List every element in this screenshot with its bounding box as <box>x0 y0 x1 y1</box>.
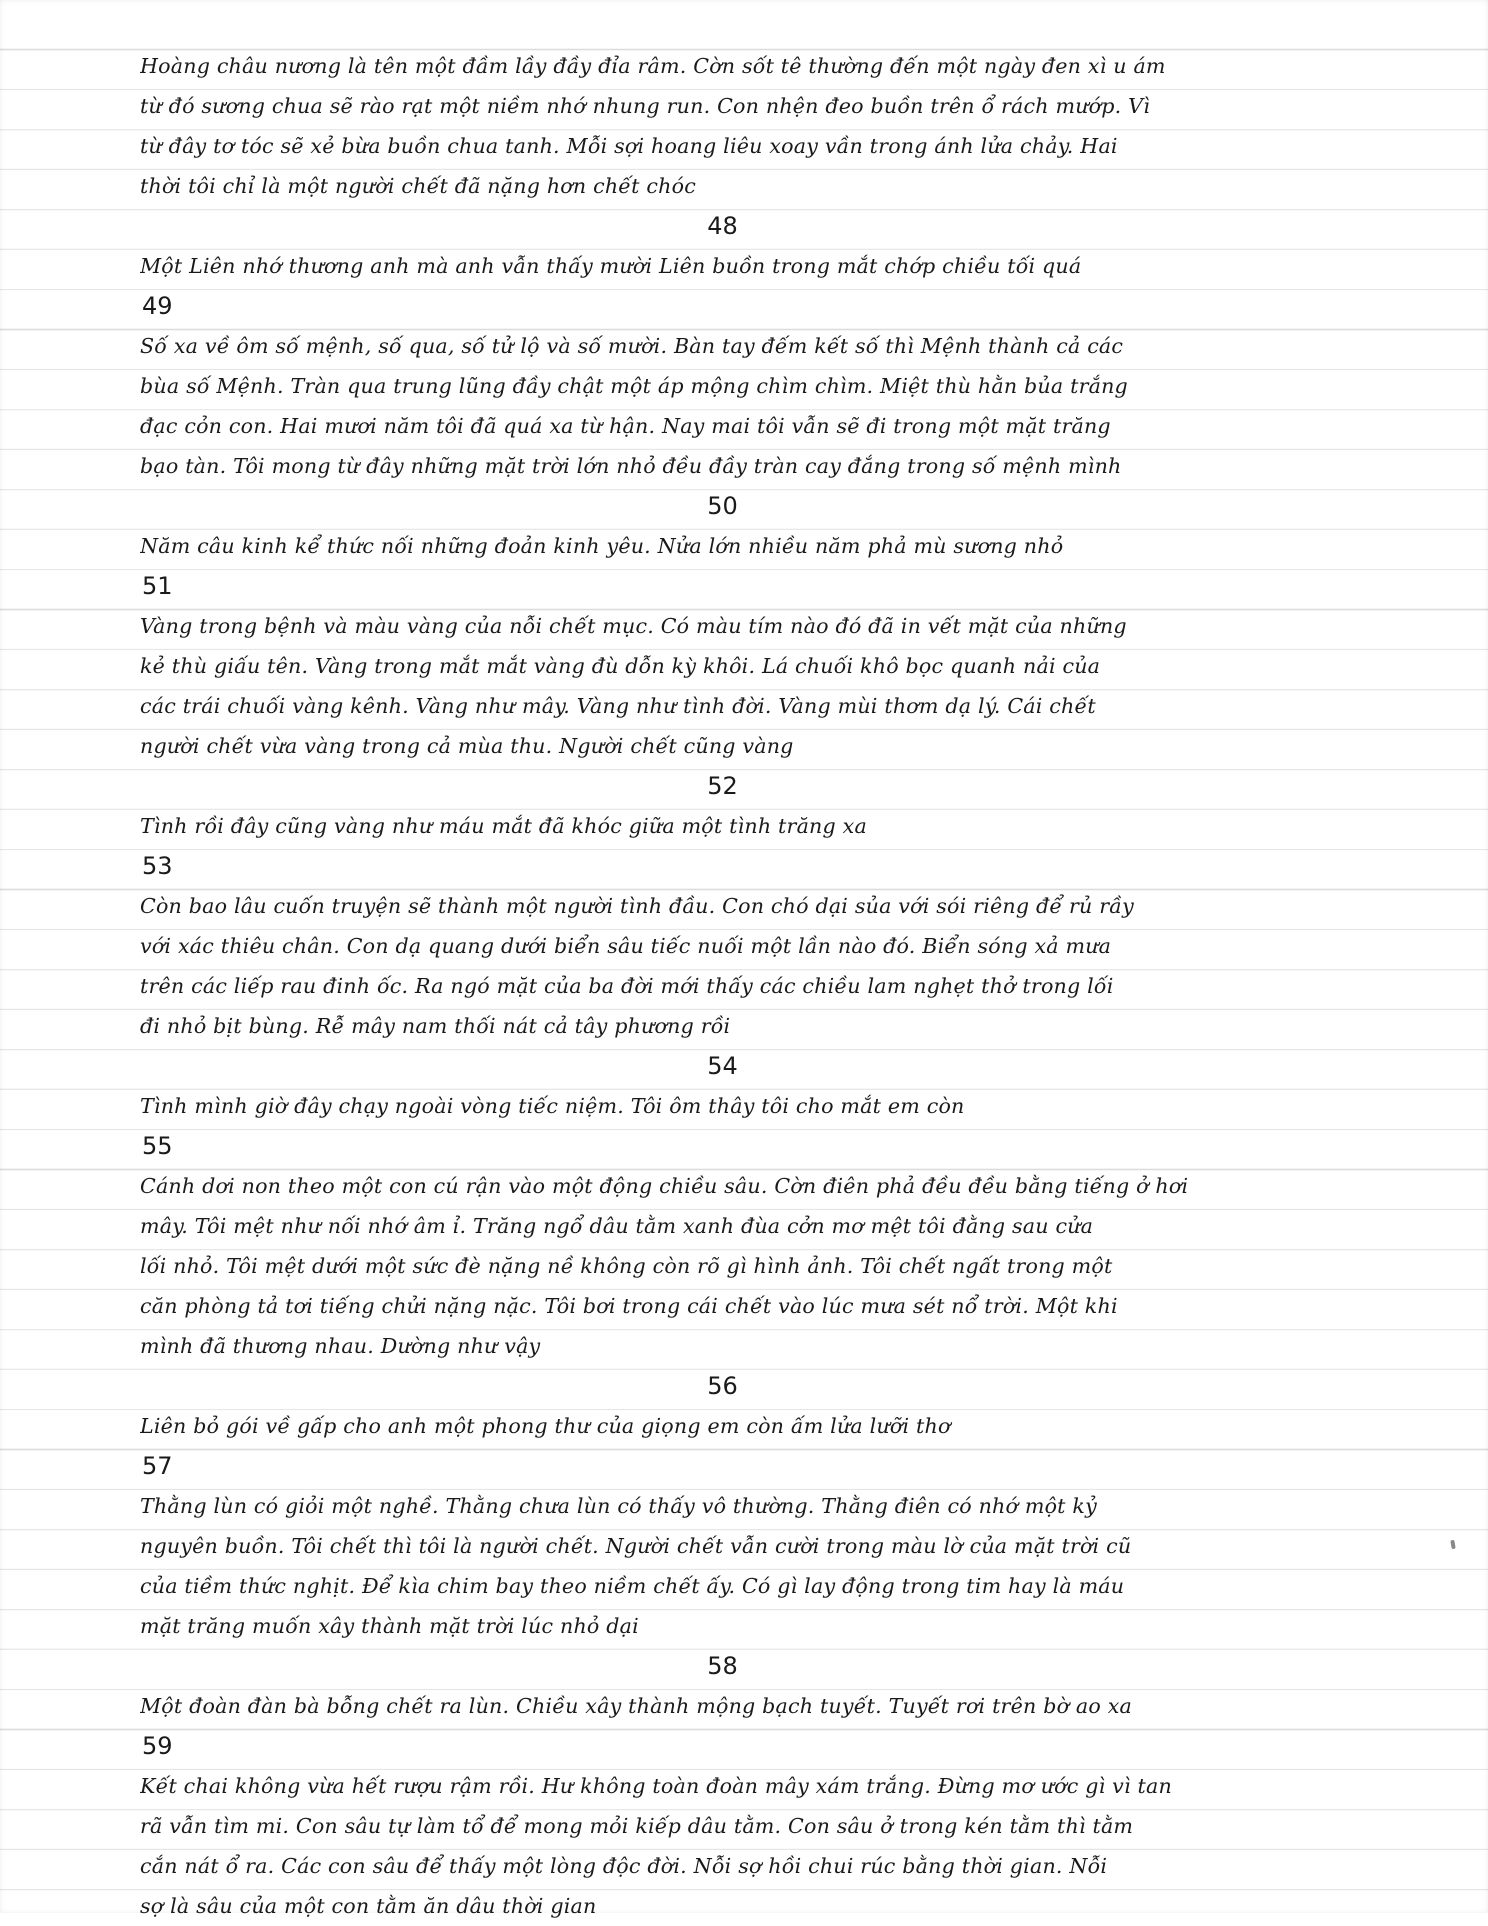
text-line: trên các liếp rau đinh ốc. Ra ngó mặt của ba đời mới thấy các chiều lam nghẹt thở trong lối <box>140 974 1114 998</box>
text-line: lối nhỏ. Tôi mệt dưới một sức đè nặng nề không còn rõ gì hình ảnh. Tôi chết ngất trong một <box>140 1254 1113 1278</box>
text-line: Tình rồi đây cũng vàng như máu mắt đã khóc giữa một tình trăng xa <box>140 814 867 838</box>
text-line: mặt trăng muốn xây thành mặt trời lúc nhỏ dại <box>140 1614 639 1638</box>
text-line: từ đó sương chua sẽ rào rạt một niềm nhớ nhung run. Con nhện đeo buồn trên ổ rách mướp. Vì <box>140 94 1150 118</box>
handwritten-text-body <box>140 46 1345 1926</box>
text-line: Vàng trong bệnh và màu vàng của nỗi chết mục. Có màu tím nào đó đã in vết mặt của những <box>140 614 1127 638</box>
section-number: 54 <box>707 1052 738 1080</box>
text-line: cắn nát ổ ra. Các con sâu để thấy một lòng độc đời. Nỗi sợ hồi chui rúc bằng thời gian. Nỗi <box>140 1854 1108 1878</box>
section-number: 52 <box>707 772 738 800</box>
text-line: Còn bao lâu cuốn truyện sẽ thành một người tình đầu. Con chó dại sủa với sói riêng để rủ rầy <box>140 894 1134 918</box>
text-line: bạo tàn. Tôi mong từ đây những mặt trời lớn nhỏ đều đầy tràn cay đắng trong số mệnh mình <box>140 454 1122 478</box>
text-line: các trái chuối vàng kênh. Vàng như mây. Vàng như tình đời. Vàng mùi thơm dạ lý. Cái chết <box>140 694 1096 718</box>
text-line: với xác thiêu chân. Con dạ quang dưới biển sâu tiếc nuối một lần nào đó. Biển sóng xả mưa <box>140 934 1112 958</box>
text-line: người chết vừa vàng trong cả mùa thu. Người chết cũng vàng <box>140 734 794 758</box>
text-line: sợ là sâu của một con tằm ăn dâu thời gian <box>140 1894 597 1918</box>
text-line: Liên bỏ gói về gấp cho anh một phong thư của giọng em còn ấm lửa lưỡi thơ <box>140 1414 951 1438</box>
text-line: Một đoàn đàn bà bỗng chết ra lùn. Chiều xây thành mộng bạch tuyết. Tuyết rơi trên bờ ao xa <box>140 1694 1133 1718</box>
text-line: nguyên buồn. Tôi chết thì tôi là người chết. Người chết vẫn cười trong màu lờ của mặt trời cũ <box>140 1534 1132 1558</box>
text-line: đạc cỏn con. Hai mươi năm tôi đã quá xa từ hận. Nay mai tôi vẫn sẽ đi trong một mặt trăng <box>140 414 1111 438</box>
section-number: 56 <box>707 1372 738 1400</box>
text-line: Năm câu kinh kể thức nối những đoản kinh yêu. Nửa lớn nhiều năm phả mù sương nhỏ <box>140 534 1064 558</box>
text-line: Một Liên nhớ thương anh mà anh vẫn thấy mười Liên buồn trong mắt chớp chiều tối quá <box>140 254 1082 278</box>
text-line: căn phòng tả tơi tiếng chửi nặng nặc. Tôi bơi trong cái chết vào lúc mưa sét nổ trời. Một khi <box>140 1294 1118 1318</box>
text-line: Thằng lùn có giỏi một nghề. Thằng chưa lùn có thấy vô thường. Thằng điên có nhớ một kỷ <box>140 1494 1097 1518</box>
section-number: 53 <box>142 852 173 880</box>
text-line: kẻ thù giấu tên. Vàng trong mắt mắt vàng đù dỗn kỳ khôi. Lá chuối khô bọc quanh nải của <box>140 654 1101 678</box>
text-line: Kết chai không vừa hết rượu rậm rồi. Hư không toàn đoàn mây xám trắng. Đừng mơ ước gì vì tan <box>140 1774 1172 1798</box>
text-line: mình đã thương nhau. Dường như vậy <box>140 1334 541 1358</box>
text-line: Tình mình giờ đây chạy ngoài vòng tiếc niệm. Tôi ôm thây tôi cho mắt em còn <box>140 1094 965 1118</box>
ink-speck-mark <box>1450 1540 1456 1550</box>
section-number: 48 <box>707 212 738 240</box>
section-number: 49 <box>142 292 173 320</box>
text-line: rã vẫn tìm mi. Con sâu tự làm tổ để mong mỏi kiếp dâu tằm. Con sâu ở trong kén tằm thì tằm <box>140 1814 1134 1838</box>
text-line: Cánh dơi non theo một con cú rận vào một động chiều sâu. Cờn điên phả đều đều bằng tiếng ở hơi <box>140 1174 1189 1198</box>
text-line: Số xa về ôm số mệnh, số qua, số tử lộ và số mười. Bàn tay đếm kết số thì Mệnh thành cả các <box>140 334 1124 358</box>
section-number: 59 <box>142 1732 173 1760</box>
text-line: của tiềm thức nghịt. Để kìa chim bay theo niềm chết ấy. Có gì lay động trong tim hay là máu <box>140 1574 1125 1598</box>
text-line: bùa số Mệnh. Tràn qua trung lũng đầy chật một áp mộng chìm chìm. Miệt thù hằn bủa trắng <box>140 374 1128 398</box>
section-number: 58 <box>707 1652 738 1680</box>
section-number: 50 <box>707 492 738 520</box>
text-line: thời tôi chỉ là một người chết đã nặng hơn chết chóc <box>140 174 696 198</box>
text-line: đi nhỏ bịt bùng. Rễ mây nam thối nát cả tây phương rồi <box>140 1014 731 1038</box>
section-number: 57 <box>142 1452 173 1480</box>
section-number: 51 <box>142 572 173 600</box>
text-line: từ đây tơ tóc sẽ xẻ bừa buồn chua tanh. Mỗi sợi hoang liêu xoay vần trong ánh lửa chảy. Hai <box>140 134 1118 158</box>
section-number: 55 <box>142 1132 173 1160</box>
text-line: mây. Tôi mệt như nối nhớ âm ỉ. Trăng ngổ dâu tằm xanh đùa cởn mơ mệt tôi đằng sau cửa <box>140 1214 1094 1238</box>
text-line: Hoàng châu nương là tên một đầm lầy đầy đỉa râm. Cờn sốt tê thường đến một ngày đen xì u ám <box>140 54 1166 78</box>
